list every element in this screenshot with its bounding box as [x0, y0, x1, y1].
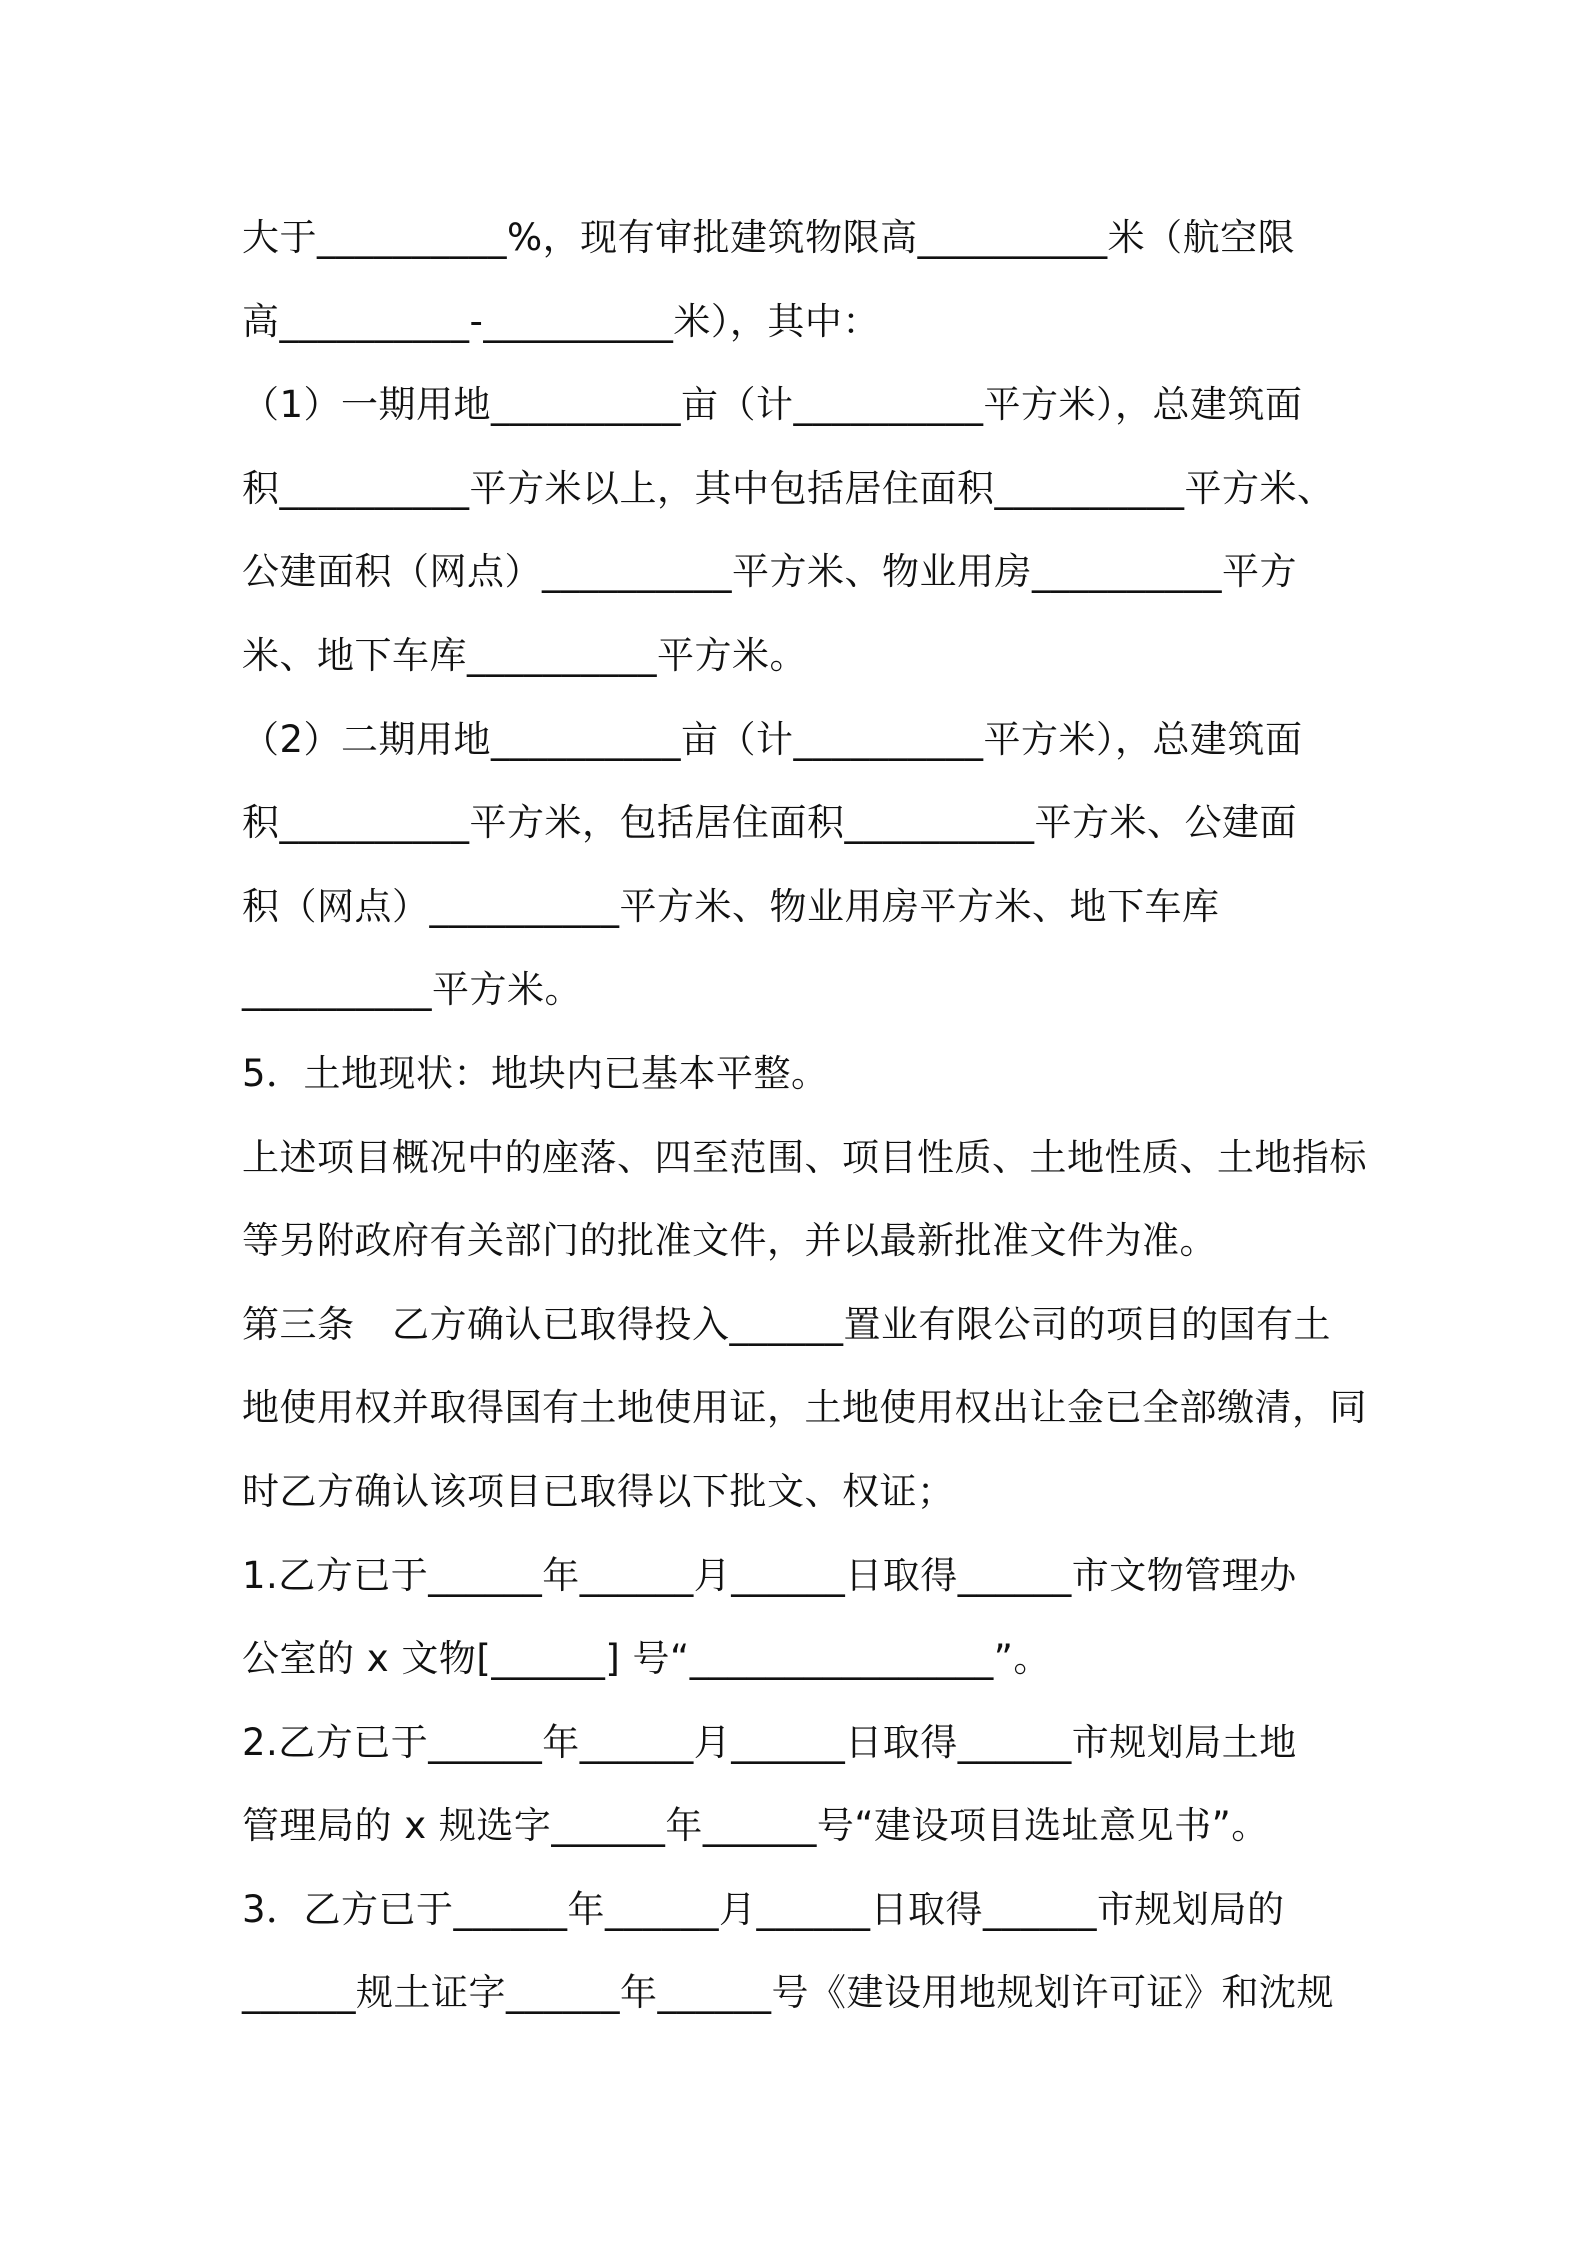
text-line: 2.乙方已于______年______月______日取得______市规划局土地	[242, 1720, 1297, 1764]
text-line: 管理局的 x 规选字______年______号“建设项目选址意见书”。	[242, 1804, 1269, 1848]
text-line: 积__________平方米，包括居住面积__________平方米、公建面	[242, 801, 1297, 845]
text-line: 3．乙方已于______年______月______日取得______市规划局的	[242, 1887, 1285, 1931]
text-line: （2）二期用地__________亩（计__________平方米），总建筑面	[242, 717, 1303, 761]
text-line: 积（网点）__________平方米、物业用房平方米、地下车库	[242, 884, 1220, 928]
document-body	[242, 196, 1372, 2035]
text-line: 上述项目概况中的座落、四至范围、项目性质、土地性质、土地指标	[242, 1135, 1367, 1179]
text-line: 大于__________%，现有审批建筑物限高__________米（航空限	[242, 216, 1296, 259]
text-line: 第三条 乙方确认已取得投入______置业有限公司的项目的国有土	[242, 1302, 1331, 1346]
text-line: 公室的 x 文物[______] 号“________________”。	[242, 1637, 1051, 1681]
text-line: 时乙方确认该项目已取得以下批文、权证；	[242, 1469, 955, 1513]
text-line: ______规土证字______年______号《建设用地规划许可证》和沈规	[242, 1971, 1334, 2015]
text-line: 等另附政府有关部门的批准文件，并以最新批准文件为准。	[242, 1219, 1217, 1263]
text-line: 米、地下车库__________平方米。	[242, 633, 807, 677]
text-line: 高__________-__________米），其中：	[242, 299, 880, 343]
text-line: 1.乙方已于______年______月______日取得______市文物管理办	[242, 1553, 1297, 1597]
text-line: 积__________平方米以上，其中包括居住面积__________平方米、	[242, 466, 1335, 510]
text-line: 地使用权并取得国有土地使用证，土地使用权出让金已全部缴清，同	[242, 1386, 1367, 1430]
text-line: 公建面积（网点）__________平方米、物业用房__________平方	[242, 550, 1297, 594]
text-line: （1）一期用地__________亩（计__________平方米），总建筑面	[242, 383, 1303, 427]
text-line: __________平方米。	[242, 968, 582, 1012]
text-line: 5．土地现状：地块内已基本平整。	[242, 1051, 829, 1095]
